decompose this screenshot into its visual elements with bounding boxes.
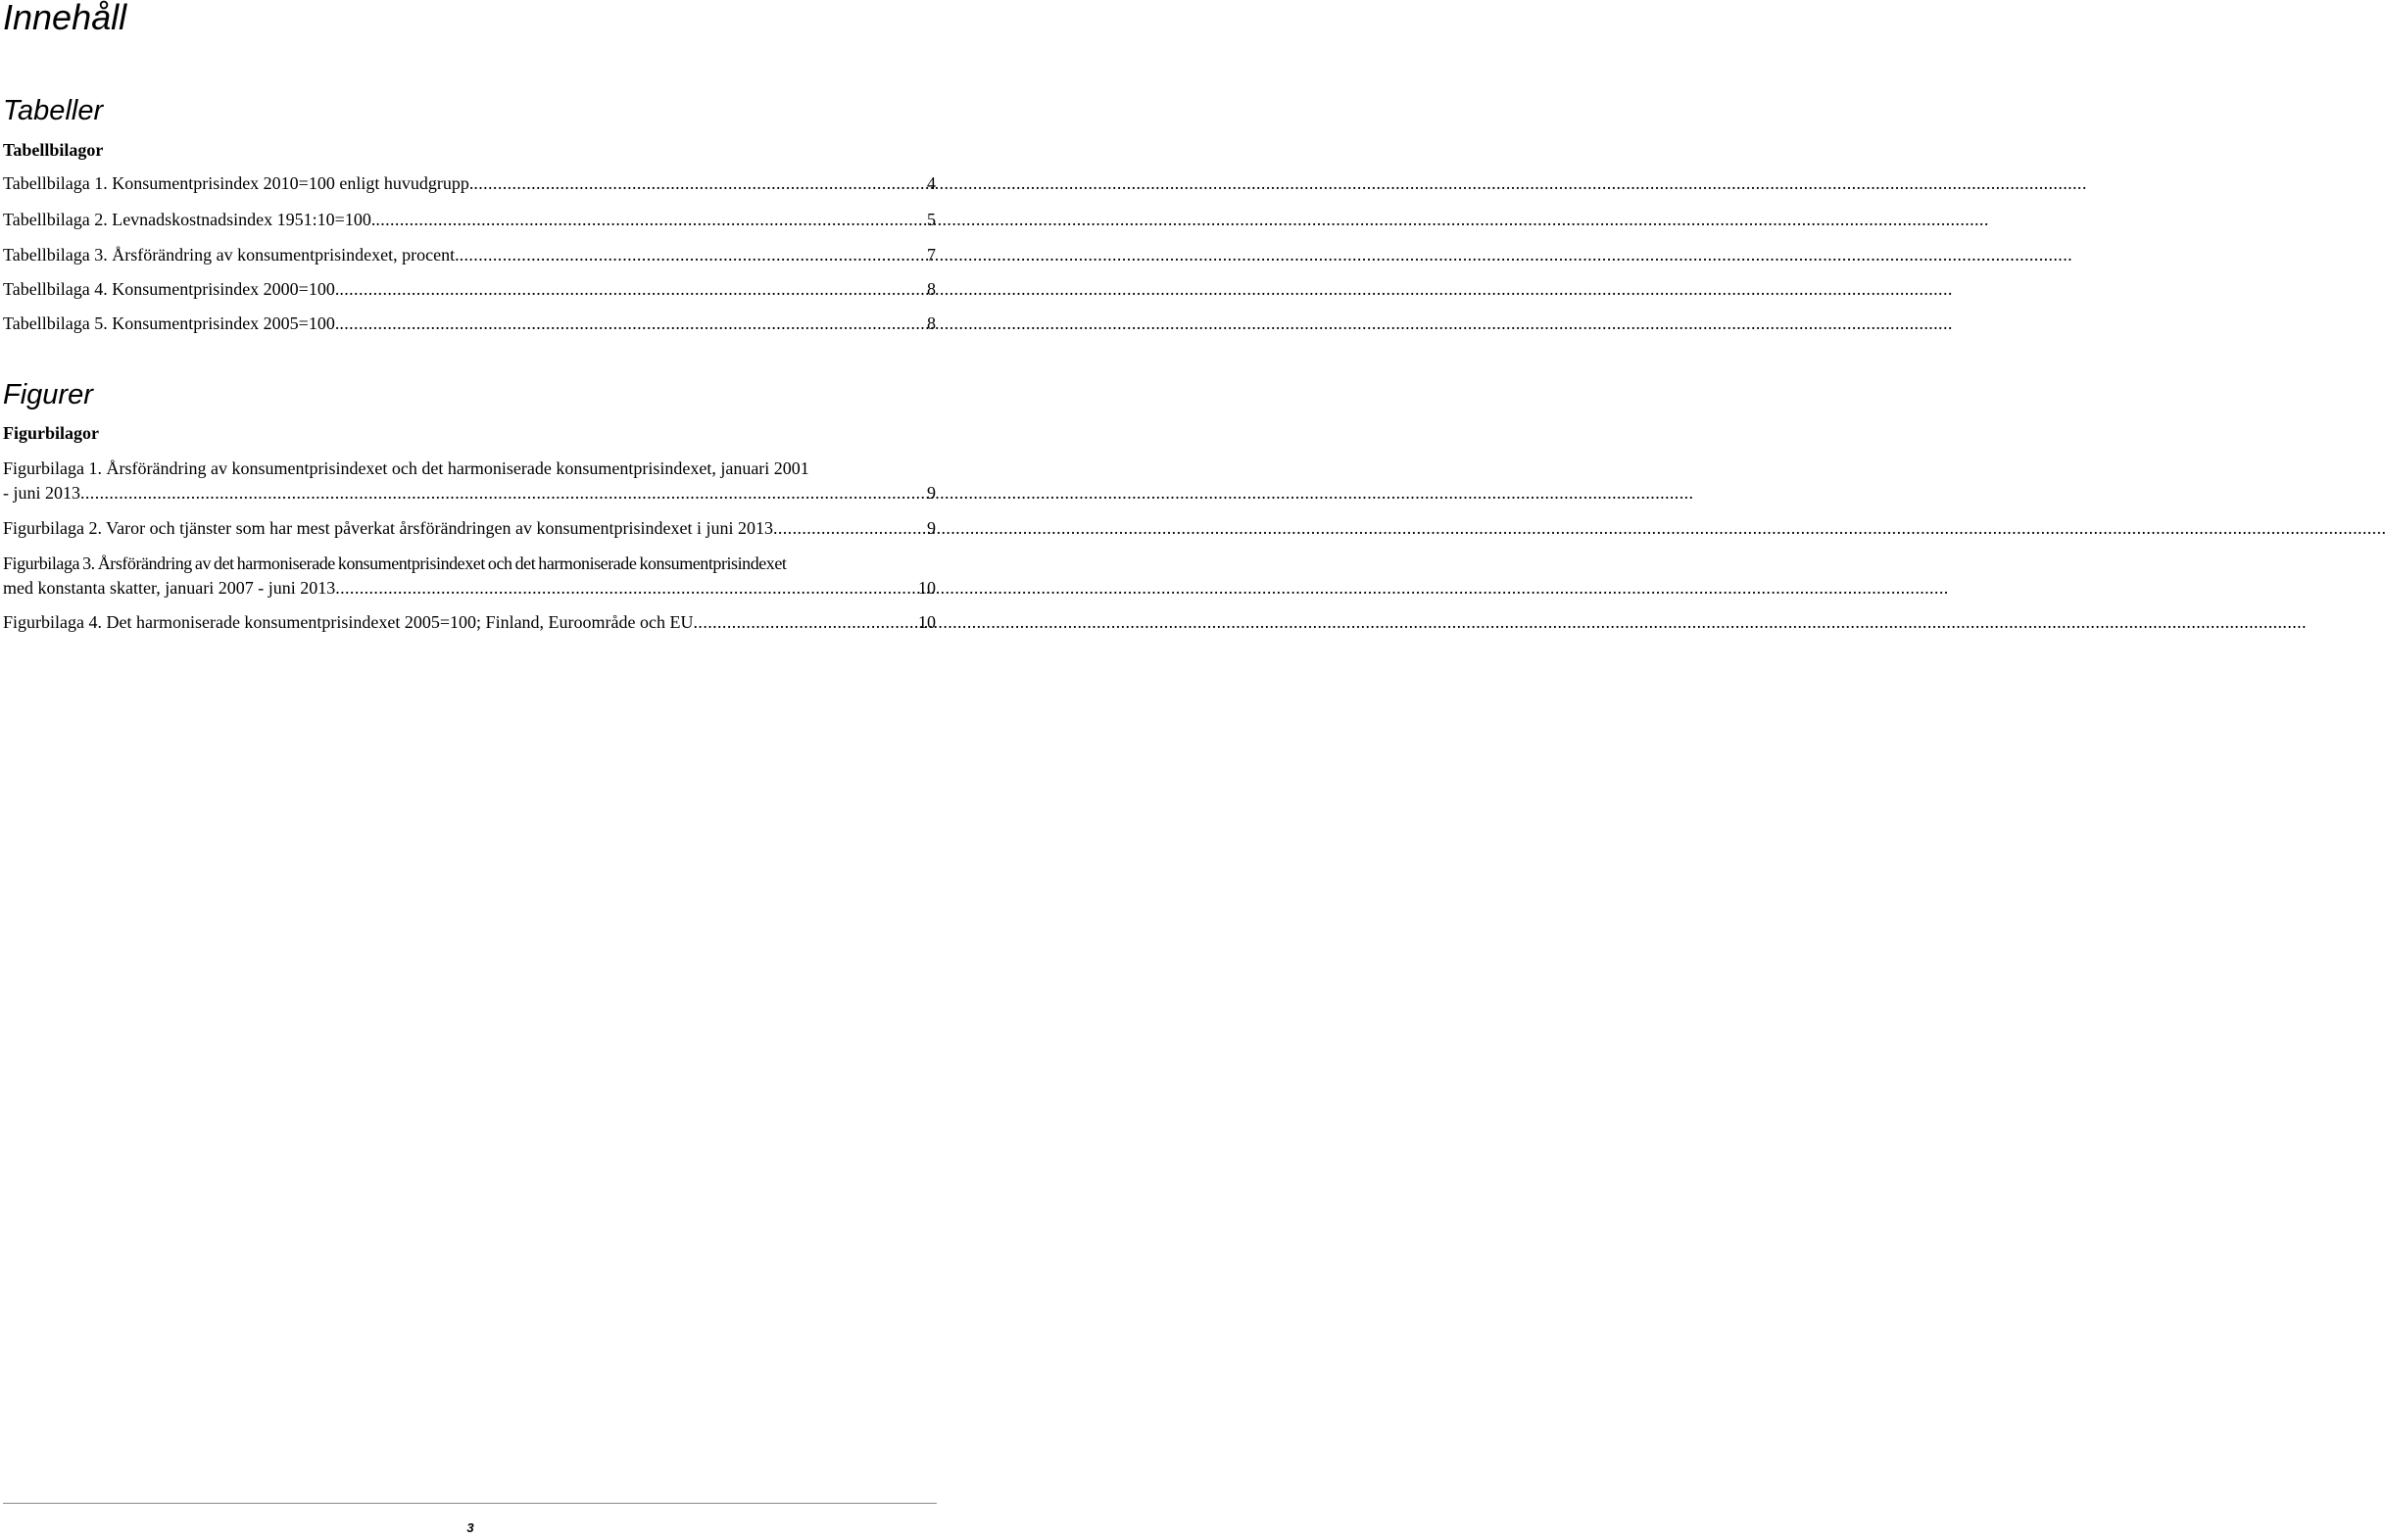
toc-page-number: 8: [927, 279, 936, 299]
page-title: Innehåll: [3, 0, 127, 37]
toc-entry-title: Figurbilaga 1. Årsförändring av konsumentprisindexet och det harmoniserade konsumentprisindexet, januari 2001: [3, 458, 809, 478]
toc-leader-dots: [375, 209, 927, 230]
toc-entry-title: Figurbilaga 4. Det harmoniserade konsumentprisindexet 2005=100; Finland, Euroområde och EU: [3, 612, 694, 632]
toc-page-number: 8: [927, 313, 936, 333]
toc-page-number: 4: [927, 173, 936, 193]
toc-leader-dots: [460, 244, 927, 265]
toc-entry-title: Figurbilaga 3. Årsförändring av det harmoniserade konsumentprisindexet och det harmoniserade konsumentprisindexet: [3, 553, 787, 573]
toc-leader-dots: [694, 611, 918, 633]
toc-leader-dots: [339, 278, 927, 300]
toc-leader-dots: [773, 517, 927, 539]
toc-entry-title-continued: med konstanta skatter, januari 2007 - juni 2013: [3, 578, 336, 598]
toc-entry-figurbilaga-2[interactable]: [3, 517, 936, 539]
toc-entry-tabellbilaga-4[interactable]: [3, 278, 936, 300]
tables-section-heading: Tabeller: [3, 95, 104, 126]
toc-entry-title: Tabellbilaga 2. Levnadskostnadsindex 1951:10=100.: [3, 210, 376, 229]
toc-page-number: 9: [927, 483, 936, 503]
toc-page-number: 7: [927, 245, 936, 265]
toc-leader-dots: [80, 482, 927, 504]
toc-entry-tabellbilaga-1[interactable]: [3, 172, 936, 194]
toc-entry-tabellbilaga-5[interactable]: [3, 313, 936, 334]
toc-entry-title-continued: - juni 2013: [3, 483, 80, 503]
toc-entry-title: Tabellbilaga 1. Konsumentprisindex 2010=100 enligt huvudgrupp.: [3, 173, 474, 193]
tables-subheading: Tabellbilagor: [3, 140, 104, 160]
toc-entry-title: Tabellbilaga 5. Konsumentprisindex 2005=100.: [3, 313, 340, 333]
toc-entry-figurbilaga-4[interactable]: [3, 611, 936, 633]
toc-leader-dots: [339, 313, 927, 334]
toc-entry-title: Figurbilaga 2. Varor och tjänster som har mest påverkat årsförändringen av konsumentprisindexet i juni 2013: [3, 518, 773, 538]
toc-leader-dots: [473, 172, 927, 194]
toc-entry-figurbilaga-3[interactable]: [3, 553, 936, 599]
toc-page-number: 10: [918, 612, 936, 632]
toc-page-number: 5: [927, 210, 936, 229]
toc-page-number: 9: [927, 518, 936, 538]
footer-divider: [3, 1503, 937, 1504]
toc-page-number: 10: [918, 578, 936, 598]
toc-entry-tabellbilaga-2[interactable]: [3, 209, 936, 230]
toc-entry-tabellbilaga-3[interactable]: [3, 244, 936, 265]
figures-section-heading: Figurer: [3, 379, 93, 410]
toc-entry-title: Tabellbilaga 3. Årsförändring av konsumentprisindexet, procent.: [3, 245, 460, 265]
toc-entry-title: Tabellbilaga 4. Konsumentprisindex 2000=100.: [3, 279, 340, 299]
figures-subheading: Figurbilagor: [3, 423, 99, 443]
toc-entry-figurbilaga-1[interactable]: [3, 457, 936, 504]
page-number: 3: [466, 1520, 474, 1535]
toc-leader-dots: [335, 577, 918, 599]
